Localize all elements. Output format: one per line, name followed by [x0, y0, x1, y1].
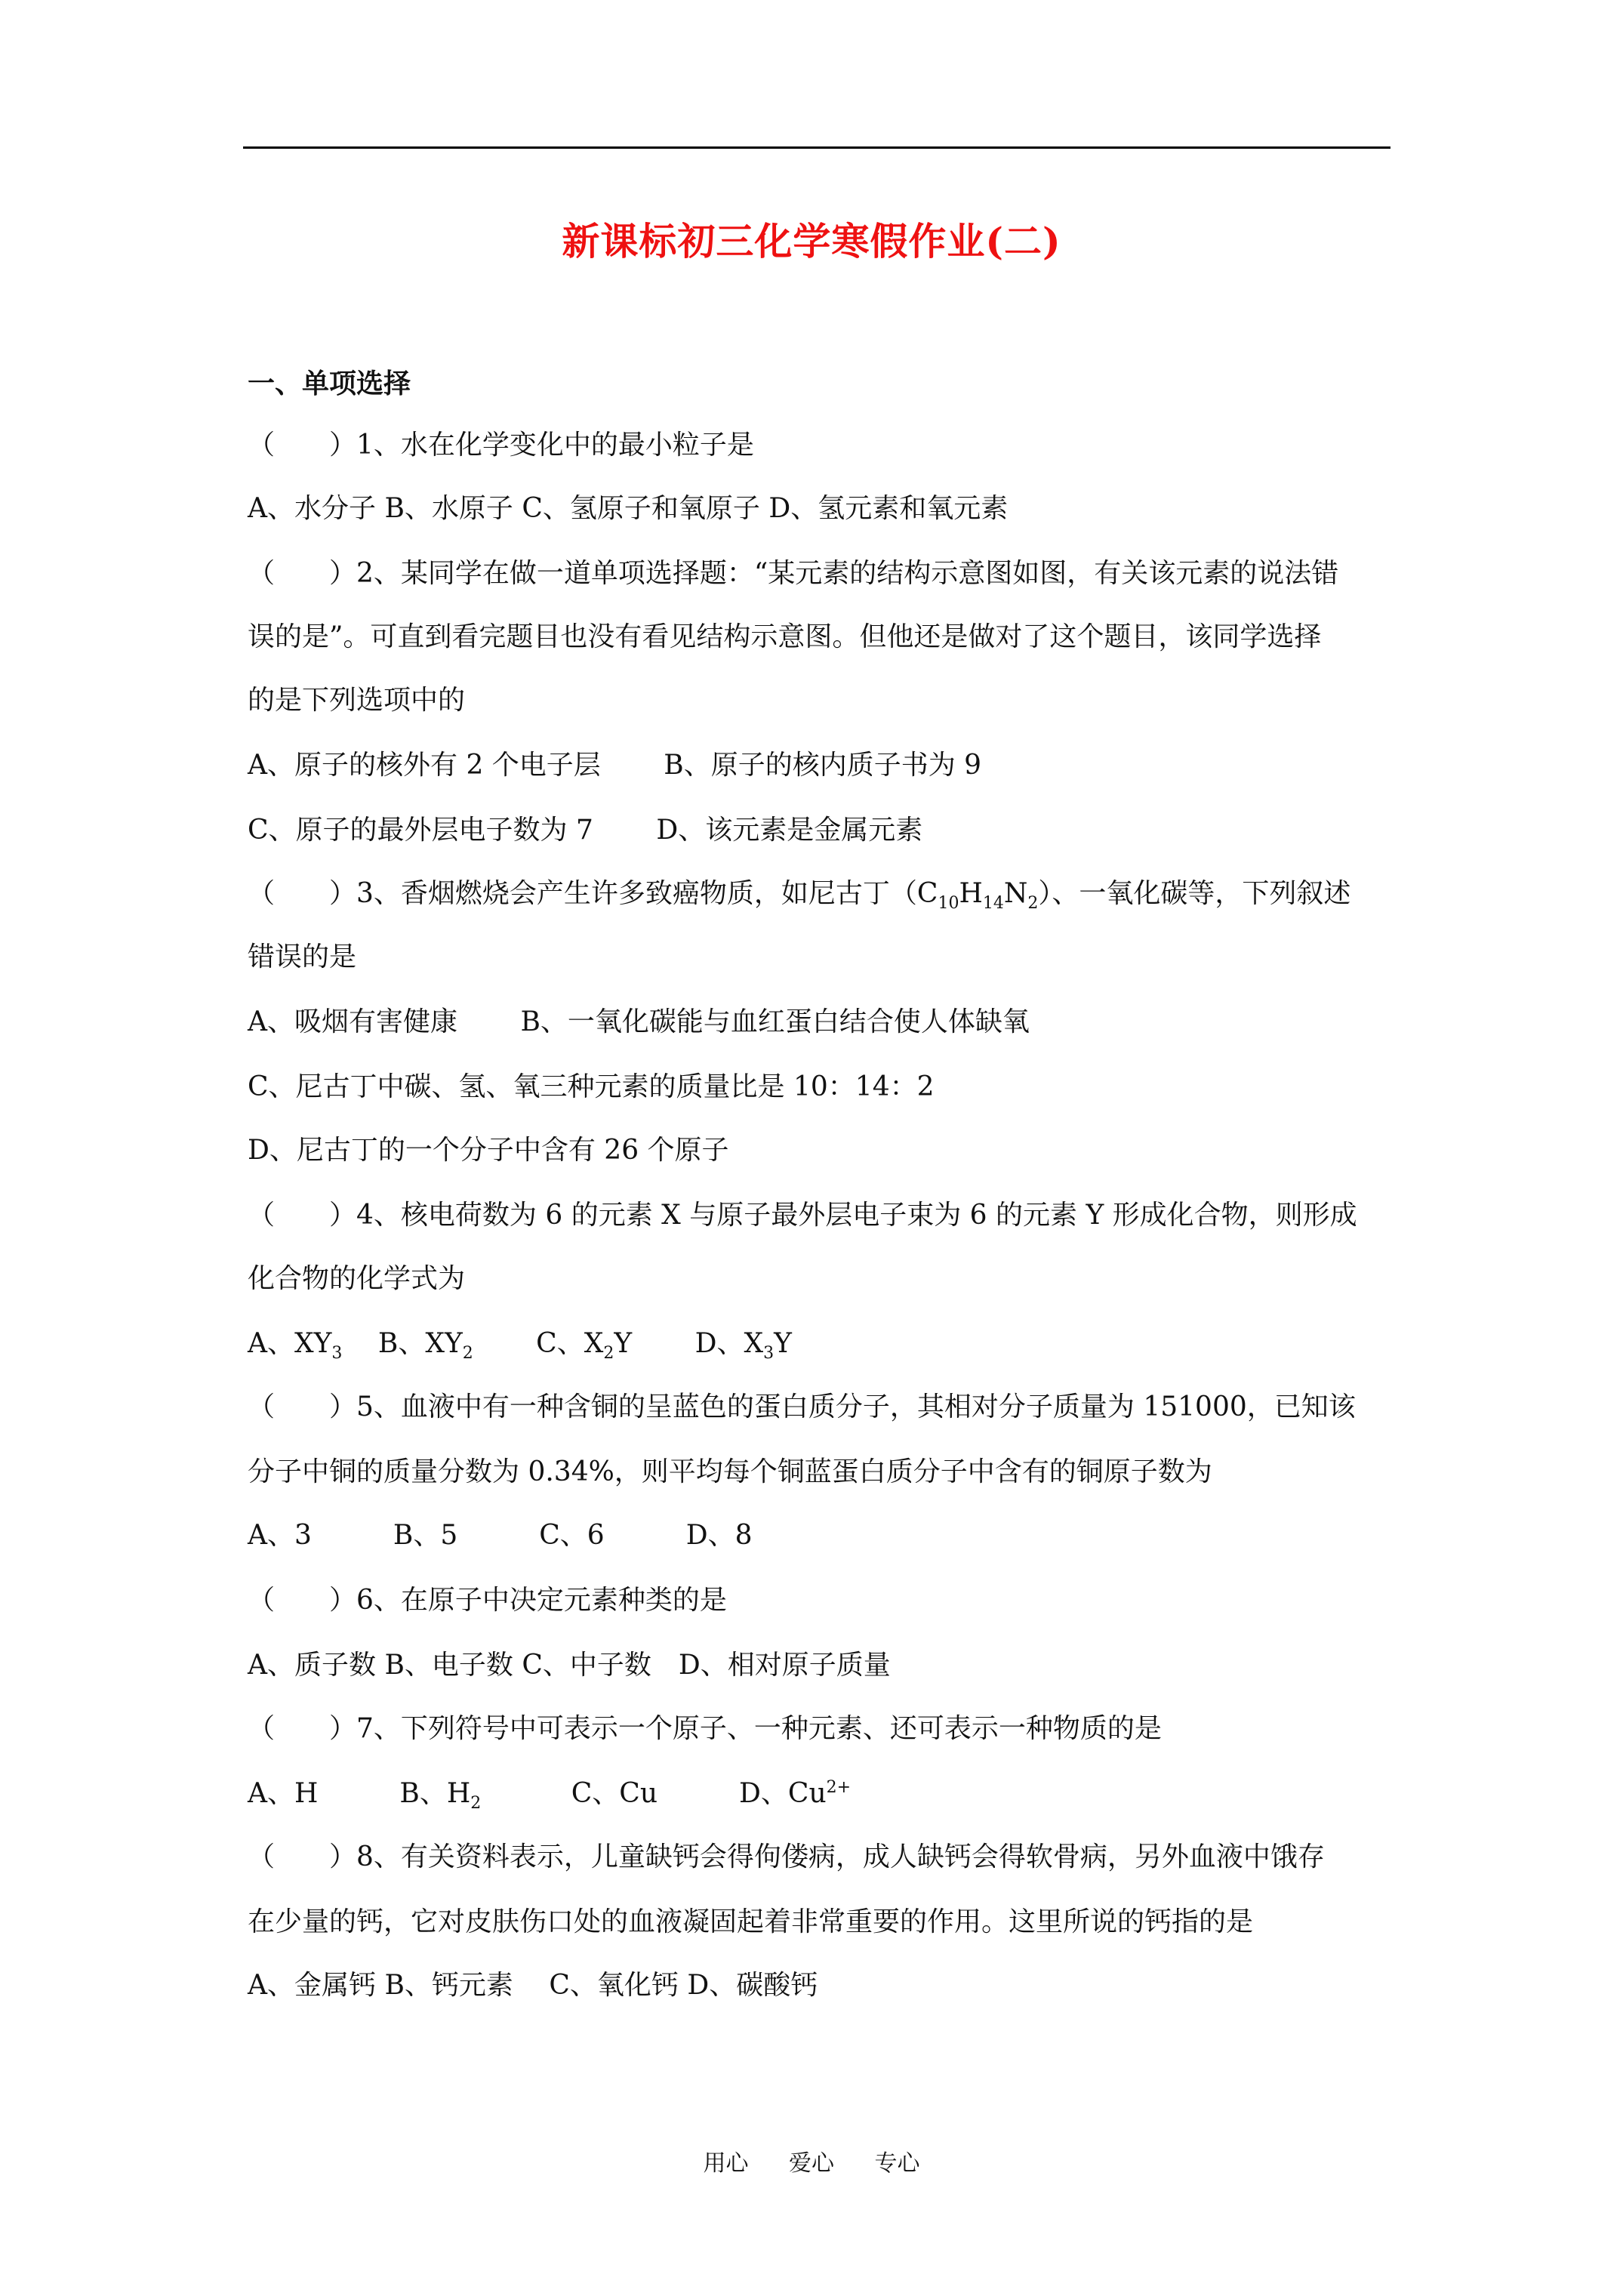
question-2-stem-line-3: 的是下列选项中的 — [248, 685, 466, 716]
footer-text: 爱心 — [789, 2150, 834, 2177]
subscript: 2 — [603, 1344, 614, 1364]
subscript: 2 — [470, 1794, 482, 1814]
question-5-stem-line-1: （ ）5、血液中有一种含铜的呈蓝色的蛋白质分子，其相对分子质量为 151000，已知该 — [248, 1391, 1356, 1422]
page-title: 新课标初三化学寒假作业(二) — [562, 219, 1061, 264]
option-c: C、X — [536, 1328, 604, 1359]
question-1-options: A、水分子 B、水原子 C、氢原子和氧原子 D、氢元素和氧元素 — [248, 493, 1009, 524]
element-symbol: H — [959, 878, 983, 909]
option-c-tail: Y — [614, 1328, 633, 1359]
question-8-stem-line-2: 在少量的钙，它对皮肤伤口处的血液凝固起着非常重要的作用。这里所说的钙指的是 — [248, 1906, 1254, 1937]
header-rule — [243, 146, 1390, 149]
question-4-stem-line-2: 化合物的化学式为 — [248, 1263, 466, 1294]
question-6-stem: （ ）6、在原子中决定元素种类的是 — [248, 1585, 727, 1616]
page-footer — [0, 2144, 1623, 2177]
subscript: 2 — [1027, 894, 1039, 914]
option-d: D、X — [694, 1328, 764, 1359]
question-3-stem-line-1 — [248, 877, 1351, 914]
option-b: B、XY — [377, 1328, 463, 1359]
question-2-stem-line-1: （ ）2、某同学在做一道单项选择题：“某元素的结构示意图如图，有关该元素的说法错 — [248, 558, 1339, 589]
question-3-option-d: D、尼古丁的一个分子中含有 26 个原子 — [248, 1135, 729, 1166]
subscript: 2 — [462, 1344, 473, 1364]
question-3-stem-text: （ ）3、香烟燃烧会产生许多致癌物质，如尼古丁（C — [248, 878, 938, 909]
option-c: C、Cu — [571, 1778, 658, 1809]
question-4-options — [248, 1327, 792, 1364]
option-a: A、XY — [248, 1328, 332, 1359]
subscript: 14 — [982, 894, 1004, 914]
question-2-options-cd: C、原子的最外层电子数为 7 D、该元素是金属元素 — [248, 815, 923, 846]
question-5-stem-line-2: 分子中铜的质量分数为 0.34%，则平均每个铜蓝蛋白质分子中含有的铜原子数为 — [248, 1456, 1212, 1487]
question-3-option-c: C、尼古丁中碳、氢、氧三种元素的质量比是 10：14：2 — [248, 1071, 935, 1102]
subscript: 10 — [938, 894, 959, 914]
element-symbol: N — [1003, 878, 1028, 909]
option-b: B、H — [399, 1778, 471, 1809]
section-heading: 一、单项选择 — [248, 368, 411, 399]
option-d-tail: Y — [774, 1328, 792, 1359]
subscript: 3 — [331, 1344, 343, 1364]
question-3-stem-line-2: 错误的是 — [248, 942, 357, 972]
question-2-options-ab: A、原子的核外有 2 个电子层 B、原子的核内质子书为 9 — [248, 750, 982, 781]
question-6-options: A、质子数 B、电子数 C、中子数 D、相对原子质量 — [248, 1650, 891, 1681]
option-a: A、H — [248, 1778, 319, 1809]
question-1-stem: （ ）1、水在化学变化中的最小粒子是 — [248, 430, 754, 461]
question-2-stem-line-2: 误的是”。可直到看完题目也没有看见结构示意图。但他还是做对了这个题目，该同学选择 — [248, 621, 1322, 652]
question-7-options — [248, 1777, 852, 1814]
question-7-stem: （ ）7、下列符号中可表示一个原子、一种元素、还可表示一种物质的是 — [248, 1713, 1162, 1744]
subscript: 3 — [763, 1344, 775, 1364]
question-4-stem-line-1: （ ）4、核电荷数为 6 的元素 X 与原子最外层电子束为 6 的元素 Y 形成化合物，则形成 — [248, 1200, 1357, 1231]
question-5-options: A、3 B、5 C、6 D、8 — [248, 1520, 753, 1551]
footer-text: 专心 — [874, 2150, 920, 2177]
question-3-stem-text: ）、一氧化碳等，下列叙述 — [1038, 878, 1351, 909]
superscript: 2+ — [826, 1778, 852, 1797]
question-8-options: A、金属钙 B、钙元素 C、氧化钙 D、碳酸钙 — [248, 1970, 818, 2001]
footer-text: 用心 — [703, 2150, 749, 2177]
option-d: D、Cu — [739, 1778, 827, 1809]
question-3-options-ab: A、吸烟有害健康 B、一氧化碳能与血红蛋白结合使人体缺氧 — [248, 1006, 1030, 1037]
question-8-stem-line-1: （ ）8、有关资料表示，儿童缺钙会得佝偻病，成人缺钙会得软骨病，另外血液中饿存 — [248, 1841, 1325, 1872]
